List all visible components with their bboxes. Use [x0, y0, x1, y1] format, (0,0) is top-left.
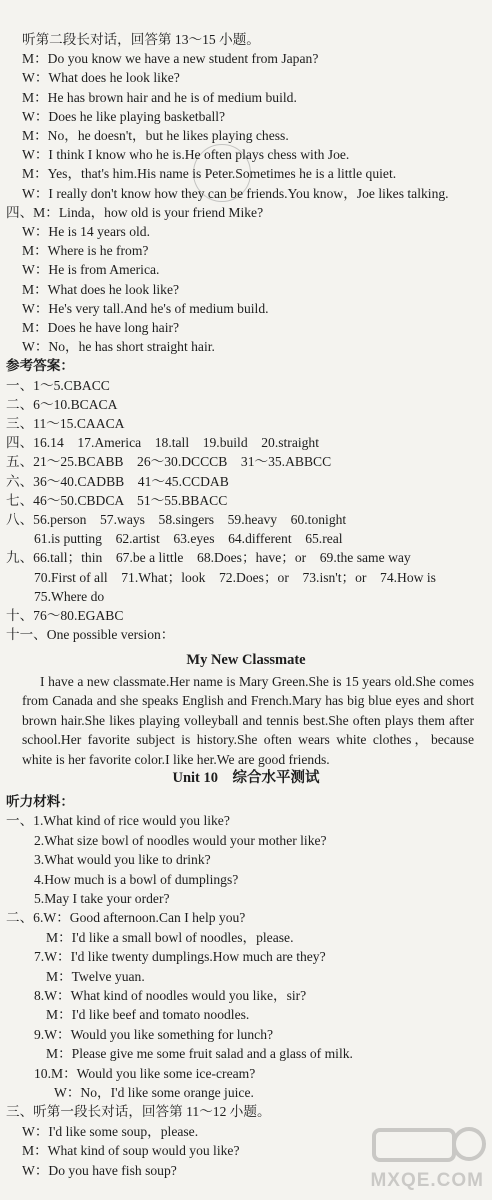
text-line: 九、66.tall；thin 67.be a little 68.Does；have；or 69.the same way: [6, 550, 411, 566]
unit-title: Unit 10 综合水平测试: [172, 770, 320, 786]
text-line: M：He has brown hair and he is of medium build.: [22, 89, 297, 105]
text-line: 8.W：What kind of noodles would you like，sir?: [34, 988, 307, 1003]
text-line: M：Twelve yuan.: [46, 968, 145, 984]
text-line: M：Does he have long hair?: [22, 320, 180, 335]
text-line: W：I'd like some soup，please.: [22, 1123, 199, 1139]
text-line: W：No，I'd like some orange juice.: [54, 1085, 254, 1100]
text-line: 5.May I take your order?: [34, 891, 170, 906]
text-line: 70.First of all 71.What；look 72.Does；or 73.isn't；or 74.How is: [34, 569, 436, 585]
text-line: 七、46～50.CBDCA 51～55.BBACC: [6, 492, 228, 508]
watermark-text: MXQE.COM: [370, 1170, 484, 1191]
text-line: M：I'd like beef and tomato noodles.: [46, 1007, 250, 1023]
text-line: 听力材料：: [6, 794, 74, 809]
text-line: W：I think I know who he is.He often plays chess with Joe.: [22, 147, 350, 163]
text-line: 4.How much is a bowl of dumplings?: [34, 871, 239, 887]
text-line: W：Do you have fish soup?: [22, 1162, 177, 1178]
text-line: 三、听第一段长对话，回答第 11～12 小题。: [6, 1104, 271, 1120]
text-line: M：Please give me some fruit salad and a glass of milk.: [46, 1046, 353, 1062]
text-line: M：I'd like a small bowl of noodles，please.: [46, 929, 294, 945]
text-line: W：What does he look like?: [22, 70, 180, 86]
text-line: 八、56.person 57.ways 58.singers 59.heavy 60.tonight: [6, 512, 347, 527]
text-line: 2.What size bowl of noodles would your mother like?: [34, 832, 327, 848]
text-line: 六、36～40.CADBB 41～45.CCDAB: [6, 473, 229, 489]
text-line: W：He's very tall.And he's of medium build.: [22, 300, 269, 316]
text-line: 9.W：Would you like something for lunch?: [34, 1026, 274, 1042]
text-line: 听第二段长对话，回答第 13～15 小题。: [22, 32, 260, 47]
text-line: 四、16.14 17.America 18.tall 19.build 20.straight: [6, 435, 319, 451]
text-line: 二、6～10.BCACA: [6, 396, 118, 412]
text-line: 五、21～25.BCABB 26～30.DCCCB 31～35.ABBCC: [6, 454, 332, 470]
text-line: 7.W：I'd like twenty dumplings.How much are they?: [34, 949, 326, 965]
text-line: 3.What would you like to drink?: [34, 852, 211, 868]
text-line: 二、6.W：Good afternoon.Can I help you?: [6, 910, 246, 926]
essay-body: I have a new classmate.Her name is Mary Green.She is 15 years old.She comes from Canada and she speaks English and French.Mary has big blue eyes and short brown hair.She likes playing volleyball and tennis best.She often plays them after school.Her favorite subject is history.She often wears white clothes，because white is her favorite color.I like her.We are good friends.: [22, 674, 474, 767]
text-line: 一、1.What kind of rice would you like?: [6, 813, 230, 829]
text-line: W：He is from America.: [22, 262, 160, 278]
text-line: 参考答案：: [6, 358, 74, 374]
watermark-icon: [366, 1122, 486, 1168]
essay-title: My New Classmate: [186, 652, 306, 668]
text-line: M：Do you know we have a new student from Japan?: [22, 51, 319, 67]
text-line: M：Yes，that's him.His name is Peter.Sometimes he is a little quiet.: [22, 166, 397, 182]
text-line: 75.Where do: [34, 588, 105, 604]
text-line: W：No，he has short straight hair.: [22, 339, 215, 355]
text-line: 三、11～15.CAACA: [6, 416, 125, 431]
text-line: M：No，he doesn't，but he likes playing chess.: [22, 128, 289, 143]
text-line: 十一、One possible version：: [6, 627, 175, 643]
text-line: 一、1～5.CBACC: [6, 377, 110, 393]
text-line: 61.is putting 62.artist 63.eyes 64.different 65.real: [34, 531, 343, 547]
watermark-logo: [366, 1122, 486, 1192]
text-line: W：He is 14 years old.: [22, 224, 150, 239]
text-line: 10.M：Would you like some ice-cream?: [34, 1065, 256, 1081]
text-line: W：Does he like playing basketball?: [22, 108, 226, 124]
text-line: M：What kind of soup would you like?: [22, 1143, 240, 1159]
text-line: M：What does he look like?: [22, 281, 180, 297]
text-line: W：I really don't know how they can be friends.You know，Joe likes talking.: [22, 185, 449, 201]
text-line: 四、M：Linda，how old is your friend Mike?: [6, 204, 264, 220]
text-line: M：Where is he from?: [22, 243, 149, 259]
text-line: 十、76～80.EGABC: [6, 608, 124, 623]
